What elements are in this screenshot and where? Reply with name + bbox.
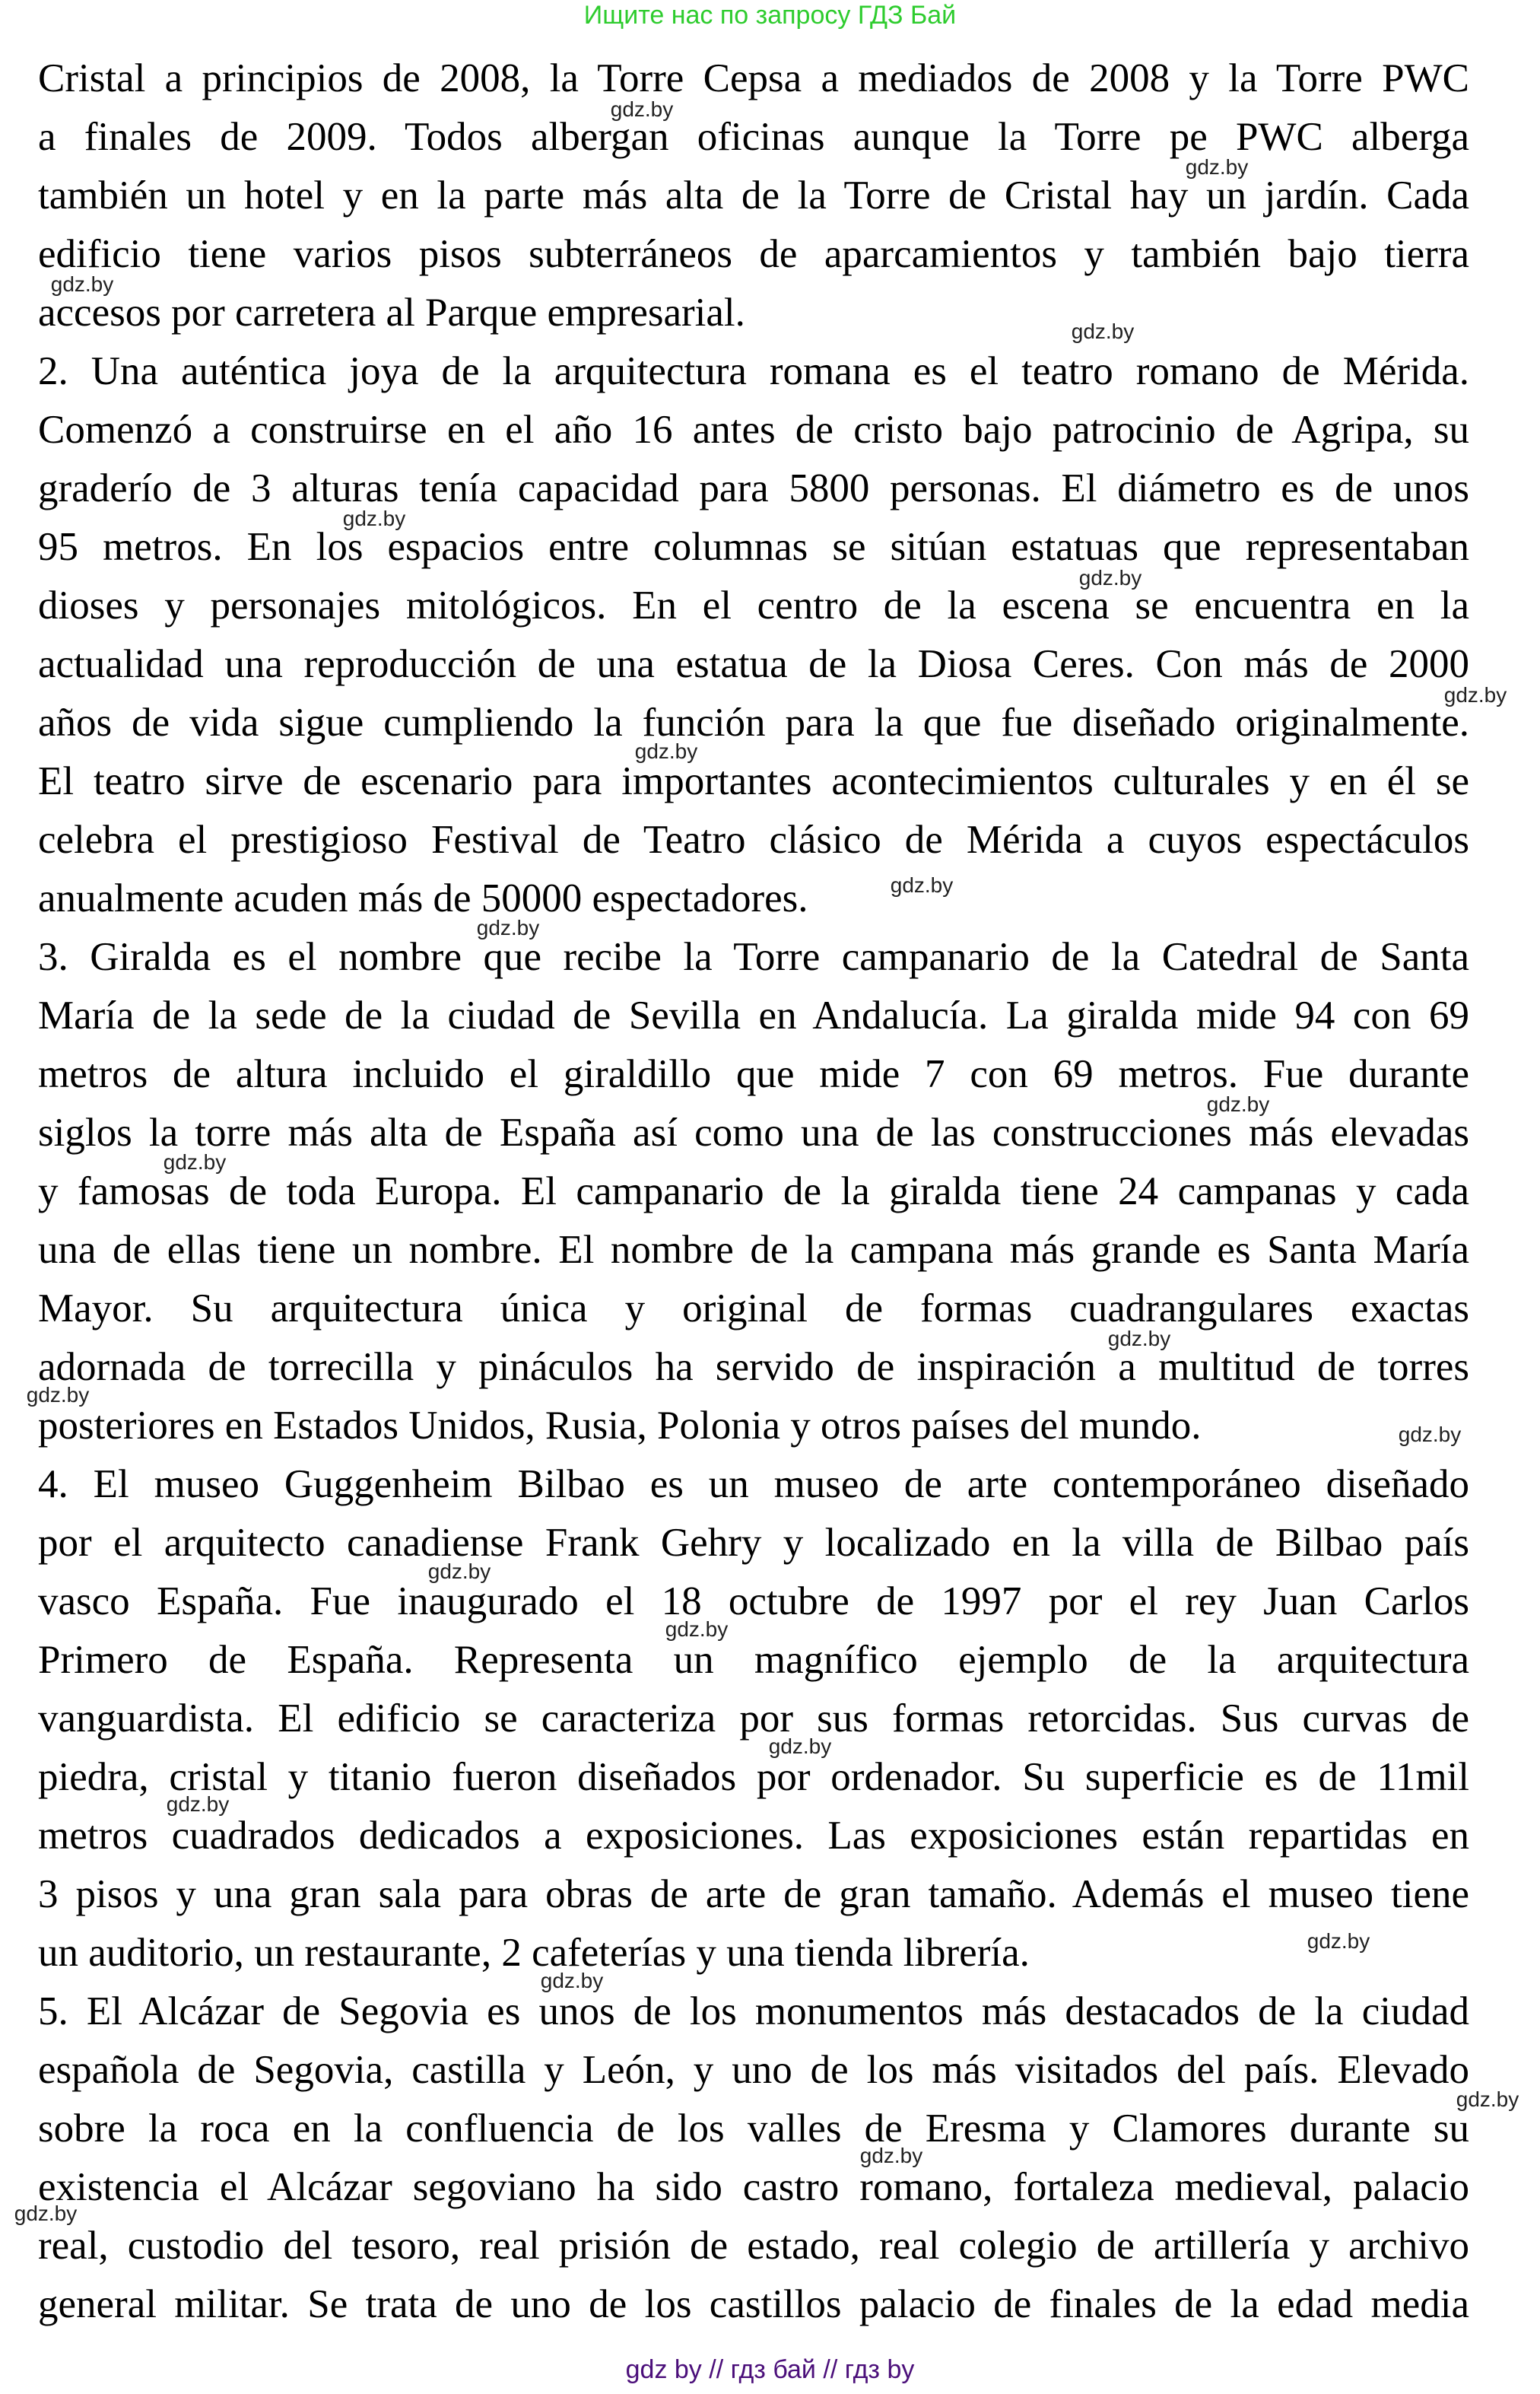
text-line: real, custodio del tesoro, real prisión de estado, real colegio de artillería y archivo <box>38 2224 1469 2268</box>
watermark-text: gdz.by <box>14 2202 78 2225</box>
text-line: por el arquitecto canadiense Frank Gehry y localizado en la villa de Bilbao país <box>38 1521 1469 1565</box>
watermark-text: gdz.by <box>1456 2087 1519 2111</box>
text-line: El teatro sirve de escenario para importantes acontecimientos culturales y en él se <box>38 759 1469 803</box>
document-text <box>38 49 1469 2334</box>
text-line: 2. Una auténtica joya de la arquitectura romana es el teatro romano de Mérida. <box>38 349 1469 393</box>
watermark-text: gdz.by <box>1307 1929 1370 1953</box>
text-line: vasco España. Fue inaugurado el 18 octubre de 1997 por el rey Juan Carlos <box>38 1579 1469 1623</box>
watermark-text: gdz.by <box>768 1734 832 1758</box>
watermark-text: gdz.by <box>1185 155 1249 179</box>
watermark-text: gdz.by <box>50 272 114 296</box>
watermark-text: gdz.by <box>1398 1423 1462 1446</box>
text-line: adornada de torrecilla y pináculos ha servido de inspiración a multitud de torres <box>38 1345 1469 1389</box>
text-line: María de la sede de la ciudad de Sevilla en Andalucía. La giralda mide 94 con 69 <box>38 994 1469 1038</box>
watermark-text: gdz.by <box>1107 1327 1171 1350</box>
text-line: dioses y personajes mitológicos. En el centro de la escena se encuentra en la <box>38 583 1469 628</box>
text-line: metros de altura incluido el giraldillo que mide 7 con 69 metros. Fue durante <box>38 1052 1469 1096</box>
text-line: graderío de 3 alturas tenía capacidad para 5800 personas. El diámetro es de unos <box>38 466 1469 510</box>
text-line: edificio tiene varios pisos subterráneos de aparcamientos y también bajo tierra <box>38 232 1469 276</box>
watermark-text: gdz.by <box>1443 683 1507 707</box>
text-line: Primero de España. Representa un magnífico ejemplo de la arquitectura <box>38 1638 1469 1682</box>
text-line: 4. El museo Guggenheim Bilbao es un museo de arte contemporáneo diseñado <box>38 1462 1469 1506</box>
watermark-text: gdz.by <box>476 916 540 939</box>
text-line: Cristal a principios de 2008, la Torre Cepsa a mediados de 2008 y la Torre PWC <box>38 56 1469 100</box>
watermark-text: gdz.by <box>665 1617 729 1641</box>
watermark-text: gdz.by <box>540 1969 604 1992</box>
text-line: sobre la roca en la confluencia de los valles de Eresma y Clamores durante su <box>38 2106 1469 2151</box>
watermark-text: gdz.by <box>342 507 406 530</box>
text-line: vanguardista. El edificio se caracteriza por sus formas retorcidas. Sus curvas de <box>38 1696 1469 1741</box>
watermark-text: gdz.by <box>1206 1092 1270 1116</box>
text-line: 95 metros. En los espacios entre columnas se sitúan estatuas que representaban <box>38 525 1469 569</box>
footer-watermark: gdz by // гдз бай // гдз by <box>625 2355 915 2384</box>
text-line: también un hotel y en la parte más alta de la Torre de Cristal hay un jardín. Cada <box>38 173 1469 218</box>
text-line: española de Segovia, castilla y León, y uno de los más visitados del país. Elevado <box>38 2048 1469 2092</box>
watermark-text: gdz.by <box>634 739 698 763</box>
text-line: un auditorio, un restaurante, 2 cafeterías y una tienda librería. <box>38 1931 1030 1975</box>
text-line: 3. Giralda es el nombre que recibe la Torre campanario de la Catedral de Santa <box>38 935 1469 979</box>
watermark-text: gdz.by <box>1071 320 1135 343</box>
text-line: celebra el prestigioso Festival de Teatro clásico de Mérida a cuyos espectáculos <box>38 818 1469 862</box>
text-line: 5. El Alcázar de Segovia es unos de los monumentos más destacados de la ciudad <box>38 1989 1469 2033</box>
search-banner: Ищите нас по запросу ГДЗ Бай <box>583 1 957 30</box>
watermark-text: gdz.by <box>610 97 674 121</box>
text-line: posteriores en Estados Unidos, Rusia, Polonia y otros países del mundo. <box>38 1404 1202 1448</box>
watermark-text: gdz.by <box>163 1150 227 1174</box>
text-line: años de vida sigue cumpliendo la función para la que fue diseñado originalmente. <box>38 701 1469 745</box>
text-line: metros cuadrados dedicados a exposiciones. Las exposiciones están repartidas en <box>38 1814 1469 1858</box>
text-line: a finales de 2009. Todos albergan oficinas aunque la Torre pe PWC alberga <box>38 115 1469 159</box>
watermark-text: gdz.by <box>1078 566 1142 590</box>
text-line: existencia el Alcázar segoviano ha sido castro romano, fortaleza medieval, palacio <box>38 2165 1469 2209</box>
text-line: piedra, cristal y titanio fueron diseñados por ordenador. Su superficie es de 11mil <box>38 1755 1469 1799</box>
text-line: actualidad una reproducción de una estatua de la Diosa Ceres. Con más de 2000 <box>38 642 1469 686</box>
watermark-text: gdz.by <box>890 873 954 897</box>
text-line: y famosas de toda Europa. El campanario de la giralda tiene 24 campanas y cada <box>38 1169 1469 1213</box>
text-line: general militar. Se trata de uno de los castillos palacio de finales de la edad media <box>38 2282 1469 2326</box>
watermark-text: gdz.by <box>166 1792 230 1816</box>
text-line: accesos por carretera al Parque empresarial. <box>38 291 745 335</box>
text-line: anualmente acuden más de 50000 espectadores. <box>38 876 808 920</box>
text-line: 3 pisos y una gran sala para obras de arte de gran tamaño. Además el museo tiene <box>38 1872 1469 1916</box>
text-line: Comenzó a construirse en el año 16 antes de cristo bajo patrocinio de Agripa, su <box>38 408 1469 452</box>
watermark-text: gdz.by <box>859 2144 923 2167</box>
watermark-text: gdz.by <box>427 1559 491 1583</box>
watermark-text: gdz.by <box>26 1383 90 1407</box>
text-line: Mayor. Su arquitectura única y original de formas cuadrangulares exactas <box>38 1286 1469 1331</box>
text-line: una de ellas tiene un nombre. El nombre de la campana más grande es Santa María <box>38 1228 1469 1272</box>
text-line: siglos la torre más alta de España así como una de las construcciones más elevadas <box>38 1111 1469 1155</box>
